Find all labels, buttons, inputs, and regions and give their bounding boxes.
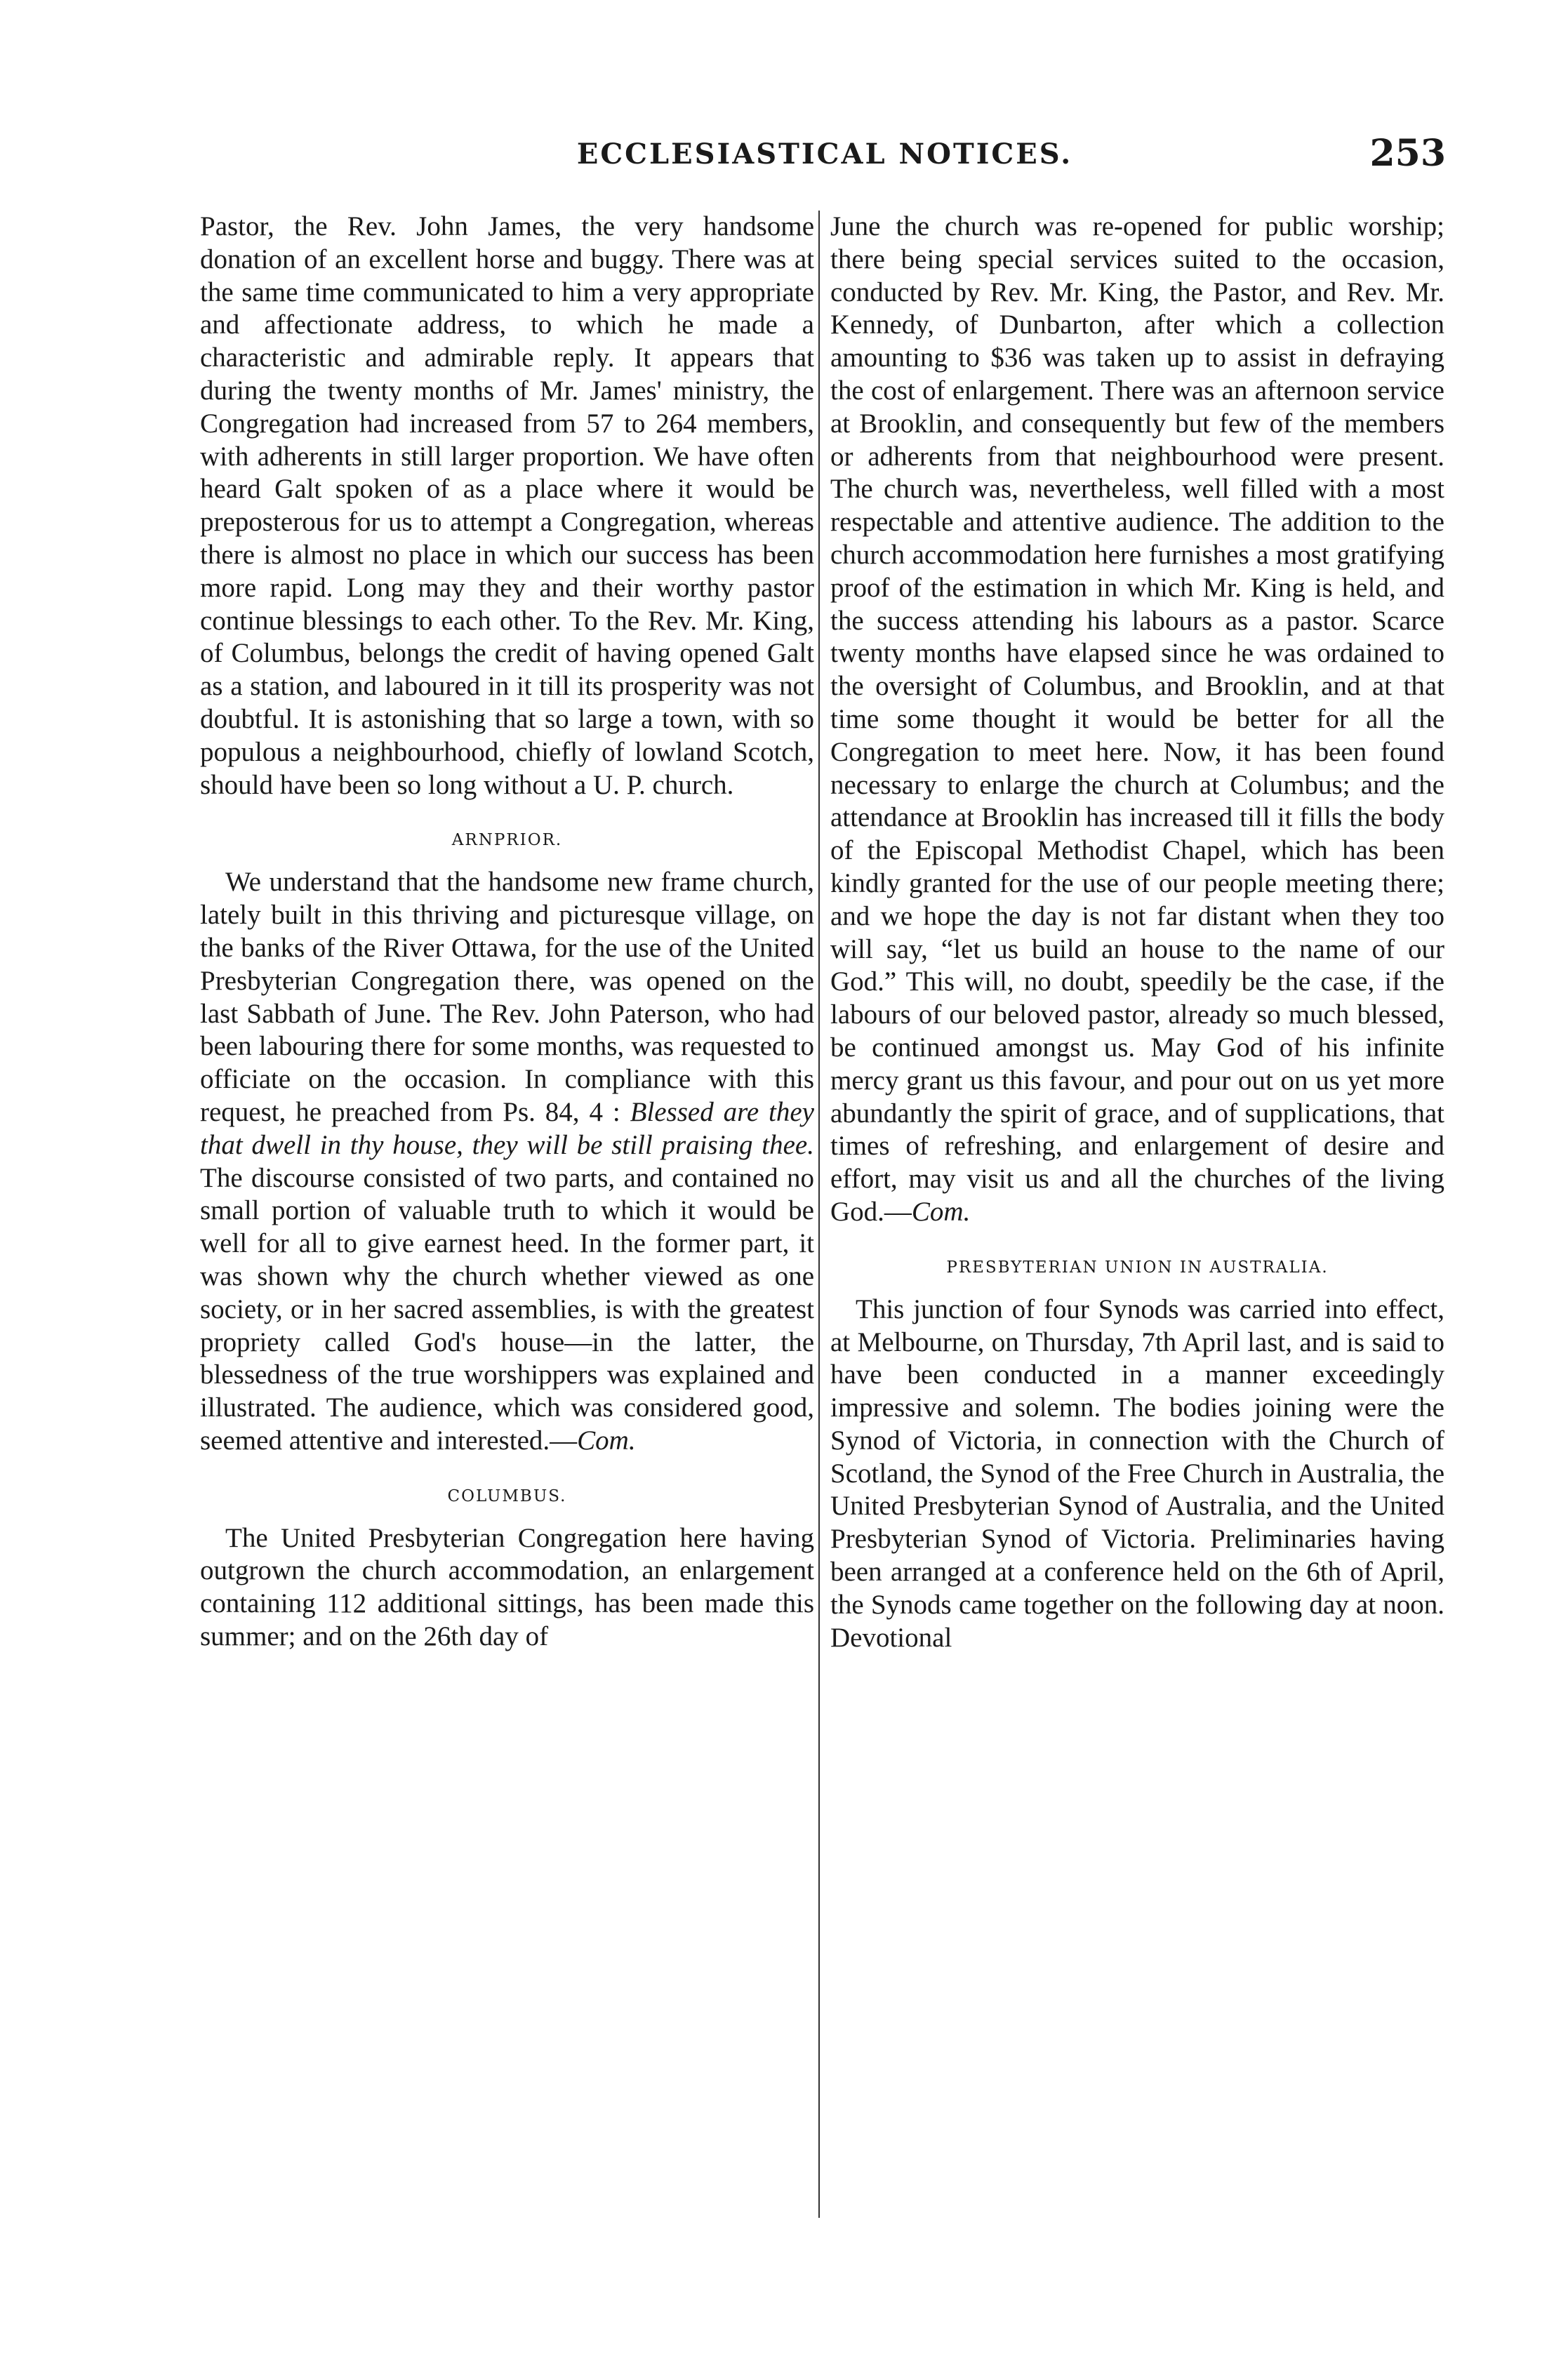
arnprior-signoff: Com. bbox=[577, 1425, 636, 1456]
running-head-title: ECCLESIASTICAL NOTICES. bbox=[576, 138, 1073, 171]
page-number: 253 bbox=[1369, 132, 1446, 175]
left-column bbox=[200, 211, 814, 2218]
columbus-signoff: Com. bbox=[911, 1196, 971, 1227]
arnprior-paragraph bbox=[200, 866, 814, 1457]
columbus-paragraph: The United Presbyterian Congregation here having outgrown the church accommodation, an enlargement containing 112 additional sittings, has been made this summer; and on the 26th day of bbox=[200, 1522, 814, 1652]
columbus-continuation-text: June the church was re-opened for public worship; there being special services suited to the occasion, conducted by Rev. Mr. King, the Pastor, and Rev. Mr. Kennedy, of Dunbarton, after which a collection amounting to $36 was taken up to assist in defraying the cost of enlargement. There was an afternoon service at Brooklin, and consequently but few of the members or adherents from that neighbourhood were present. The church was, nevertheless, well filled with a most respectable and attentive audience. The addition to the church accommodation here furnishes a most gratifying proof of the estimation in which Mr. King is held, and the success attending his labours as a pastor. Scarce twenty months have elapsed since he was ordained to the oversight of Columbus, and Brooklin, and at that time some thought it would be better for all the Congregation to meet here. Now, it has been found necessary to enlarge the church at Columbus; and the attendance at Brooklin has increased till it fills the body of the Episcopal Methodist Chapel, which has been kindly granted for the use of our people meeting there; and we hope the day is not far distant when they too will say, “let us build an house to the name of our God.” This will, no doubt, speedily be the case, if the labours of our beloved pastor, already so much blessed, be continued amongst us. May God of his infinite mercy grant us this favour, and pour out on us yet more abundantly the spirit of grace, and of supplications, that times of refreshing, and enlargement of desire and effort, may visit us and all the churches of the living God.— bbox=[830, 211, 1444, 1227]
galt-paragraph: Pastor, the Rev. John James, the very handsome donation of an excellent horse and buggy. There was at the same time communicated to him a very appropriate and affectionate address, to which he made a characteristic and admirable reply. It appears that during the twenty months of Mr. James' ministry, the Congregation had increased from 57 to 264 members, with adherents in still larger proportion. We have often heard Galt spoken of as a place where it would be preposterous for us to attempt a Congregation, whereas there is almost no place in which our success has been more rapid. Long may they and their worthy pastor continue blessings to each other. To the Rev. Mr. King, of Columbus, belongs the credit of having opened Galt as a station, and laboured in it till its prosperity was not doubtful. It is astonishing that so large a town, with so populous a neighbourhood, chiefly of lowland Scotch, should have been so long without a U. P. church. bbox=[200, 211, 814, 800]
arnprior-heading: ARNPRIOR. bbox=[451, 831, 563, 850]
right-column bbox=[830, 211, 1444, 2218]
columbus-heading: COLUMBUS. bbox=[447, 1487, 567, 1505]
column-divider bbox=[818, 211, 820, 2218]
australia-paragraph: This junction of four Synods was carried into effect, at Melbourne, on Thursday, 7th April last, and is said to have been conducted in a manner exceedingly impressive and solemn. The bodies joining were the Synod of Victoria, in connection with the Church of Scotland, the Synod of the Free Church in Australia, the United Presbyterian Synod of Australia, and the United Presbyterian Synod of Victoria. Preliminaries having been arranged at a conference held on the 6th of April, the Synods came together on the following day at noon. Devotional bbox=[830, 1293, 1444, 1653]
arnprior-text-a: We understand that the handsome new frame church, lately built in this thriving and picturesque village, on the banks of the River Ottawa, for the use of the United Presbyterian Congregation there, was opened on the last Sabbath of June. The Rev. John Paterson, who had been labouring there for some months, was requested to officiate on the occasion. In compliance with this request, he preached from Ps. 84, 4 : bbox=[200, 867, 814, 1127]
arnprior-text-b: The discourse consisted of two parts, and contained no small portion of valuable truth to which it would be well for all to give earnest heed. In the former part, it was shown why the church whether viewed as one society, or in her sacred assemblies, is with the greatest propriety called God's house—in the latter, the blessedness of the true worshippers was explained and illustrated. The audience, which was considered good, seemed attentive and interested.— bbox=[200, 1162, 814, 1456]
australia-heading: PRESBYTERIAN UNION IN AUSTRALIA. bbox=[946, 1258, 1329, 1277]
columbus-continuation bbox=[830, 211, 1444, 1229]
arnprior-scripture-quote: Blessed are they that dwell in thy house, they will be still praising thee. bbox=[200, 1096, 814, 1160]
running-head bbox=[204, 132, 1446, 187]
